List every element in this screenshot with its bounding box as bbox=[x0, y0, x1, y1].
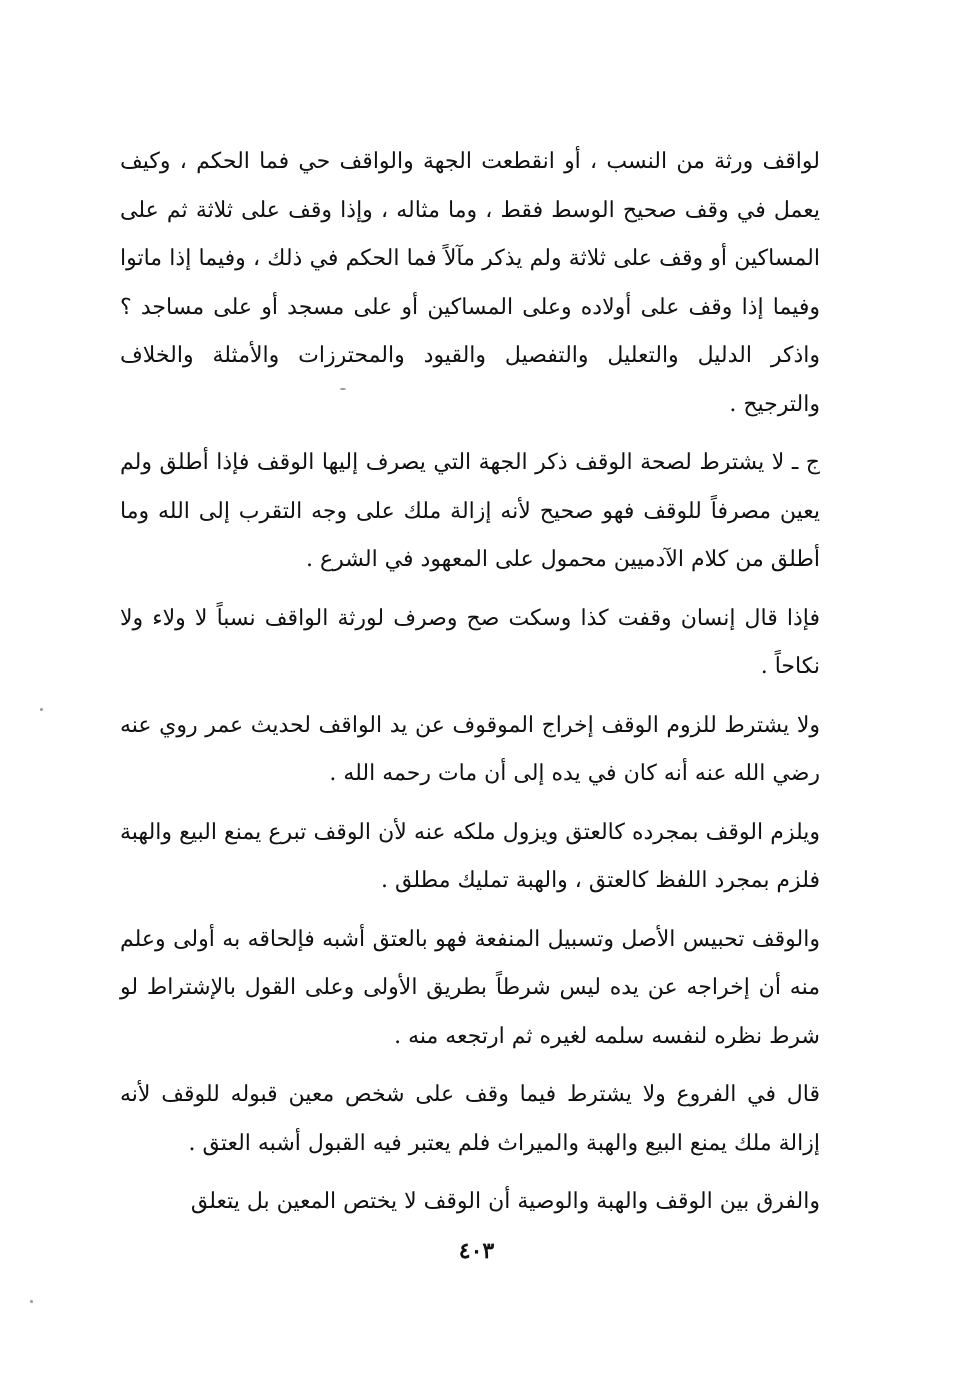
paragraph-7: قال في الفروع ولا يشترط فيما وقف على شخص معين قبوله للوقف لأنه إزالة ملك يمنع البيع والهبة والميراث فلم يعتبر فيه القبول أشبه العتق . bbox=[120, 1082, 820, 1156]
paragraph-2: ج ـ لا يشترط لصحة الوقف ذكر الجهة التي يصرف إليها الوقف فإذا أطلق ولم يعين مصرفاً للوقف فهو صحيح لأنه إزالة ملك على وجه التقرب إلى الله وما أطلق من كلام الآدميين محمول على المعهود في الشرع . bbox=[120, 450, 820, 572]
body-text bbox=[120, 138, 820, 1227]
paragraph-3: فإذا قال إنسان وقفت كذا وسكت صح وصرف لورثة الواقف نسباً لا ولاء ولا نكاحاً . bbox=[120, 605, 820, 679]
paragraph-4: ولا يشترط للزوم الوقف إخراج الموقوف عن يد الواقف لحديث عمر روي عنه رضي الله عنه أنه كان في يده إلى أن مات رحمه الله . bbox=[120, 712, 820, 786]
scan-speck bbox=[40, 708, 43, 711]
paragraph-8: والفرق بين الوقف والهبة والوصية أن الوقف لا يختص المعين بل يتعلق bbox=[190, 1189, 820, 1214]
paragraph-5: ويلزم الوقف بمجرده كالعتق ويزول ملكه عنه لأن الوقف تبرع يمنع البيع والهبة فلزم بمجرد اللفظ كالعتق ، والهبة تمليك مطلق . bbox=[120, 819, 820, 893]
paragraph-6: والوقف تحبيس الأصل وتسبيل المنفعة فهو بالعتق أشبه فإلحاقه به أولى وعلم منه أن إخراجه عن يده ليس شرطاً بطريق الأولى وعلى القول بالإشتراط لو شرط نظره لنفسه سلمه لغيره ثم ارتجعه منه . bbox=[120, 926, 820, 1049]
scan-speck bbox=[30, 1300, 33, 1303]
page-number: ٤٠٣ bbox=[458, 1238, 495, 1264]
scan-speck bbox=[340, 388, 346, 390]
paragraph-1: لواقف ورثة من النسب ، أو انقطعت الجهة والواقف حي فما الحكم ، وكيف يعمل في وقف صحيح الوسط فقط ، وما مثاله ، وإذا وقف على ثلاثة ثم على المساكين أو وقف على ثلاثة ولم يذكر مآلاً فما الحكم في ذلك ، وفيما إذا ماتوا وفيما إذا وقف على أولاده وعلى المساكين أو على مسجد أو على مساجد ؟ واذكر الدليل والتعليل والتفصيل والقيود والمحترزات والأمثلة والخلاف والترجيح . bbox=[120, 149, 820, 417]
